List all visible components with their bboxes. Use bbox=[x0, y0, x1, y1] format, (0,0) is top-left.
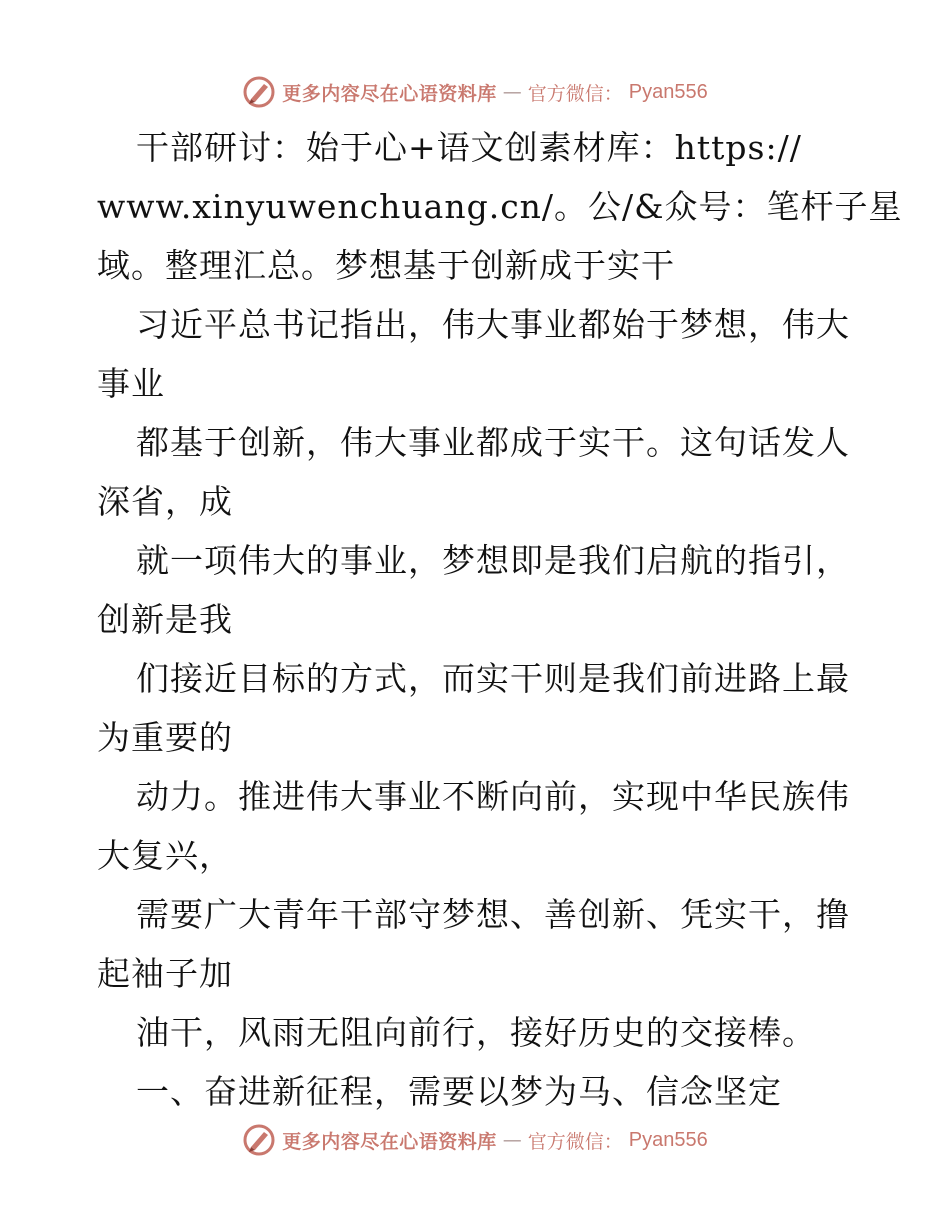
watermark-official-label: 官方微信： bbox=[527, 82, 623, 105]
text-line: www.xinyuwenchuang.cn/。公/&众号：笔杆子星 bbox=[97, 187, 903, 226]
watermark-separator: — bbox=[502, 1129, 522, 1151]
text-line: 们接近目标的方式，而实干则是我们前进路上最 bbox=[136, 659, 850, 698]
text-line: 都基于创新，伟大事业都成于实干。这句话发人 bbox=[136, 423, 850, 462]
section-heading: 一、奋进新征程，需要以梦为马、信念坚定 bbox=[136, 1072, 782, 1111]
text-line: 需要广大青年干部守梦想、善创新、凭实干，撸 bbox=[136, 895, 850, 934]
header-watermark bbox=[0, 72, 950, 112]
text-line: 大复兴， bbox=[97, 836, 233, 875]
text-line: 就一项伟大的事业，梦想即是我们启航的指引， bbox=[136, 541, 850, 580]
watermark-wechat-id: Pyan556 bbox=[628, 1128, 708, 1151]
document-body bbox=[97, 118, 903, 1121]
pen-logo-icon bbox=[242, 1123, 276, 1157]
text-line: 动力。推进伟大事业不断向前，实现中华民族伟 bbox=[136, 777, 850, 816]
text-line: 深省，成 bbox=[97, 482, 233, 521]
text-line: 域。整理汇总。梦想基于创新成于实干 bbox=[97, 246, 675, 285]
watermark-separator: — bbox=[502, 81, 522, 103]
watermark-wechat-id: Pyan556 bbox=[628, 80, 708, 103]
text-line: 干部研讨：始于心+语文创素材库：https:// bbox=[136, 128, 802, 167]
watermark-official-label: 官方微信： bbox=[527, 1130, 623, 1153]
pen-logo-icon bbox=[242, 75, 276, 109]
text-line: 习近平总书记指出，伟大事业都始于梦想，伟大 bbox=[136, 305, 850, 344]
watermark-brand: 更多内容尽在心语资料库 bbox=[282, 1130, 497, 1153]
text-line: 起袖子加 bbox=[97, 954, 233, 993]
watermark-brand: 更多内容尽在心语资料库 bbox=[282, 82, 497, 105]
text-line: 事业 bbox=[97, 364, 165, 403]
text-line: 为重要的 bbox=[97, 718, 233, 757]
text-line: 油干，风雨无阻向前行，接好历史的交接棒。 bbox=[136, 1013, 816, 1052]
text-line: 创新是我 bbox=[97, 600, 233, 639]
footer-watermark bbox=[0, 1120, 950, 1160]
